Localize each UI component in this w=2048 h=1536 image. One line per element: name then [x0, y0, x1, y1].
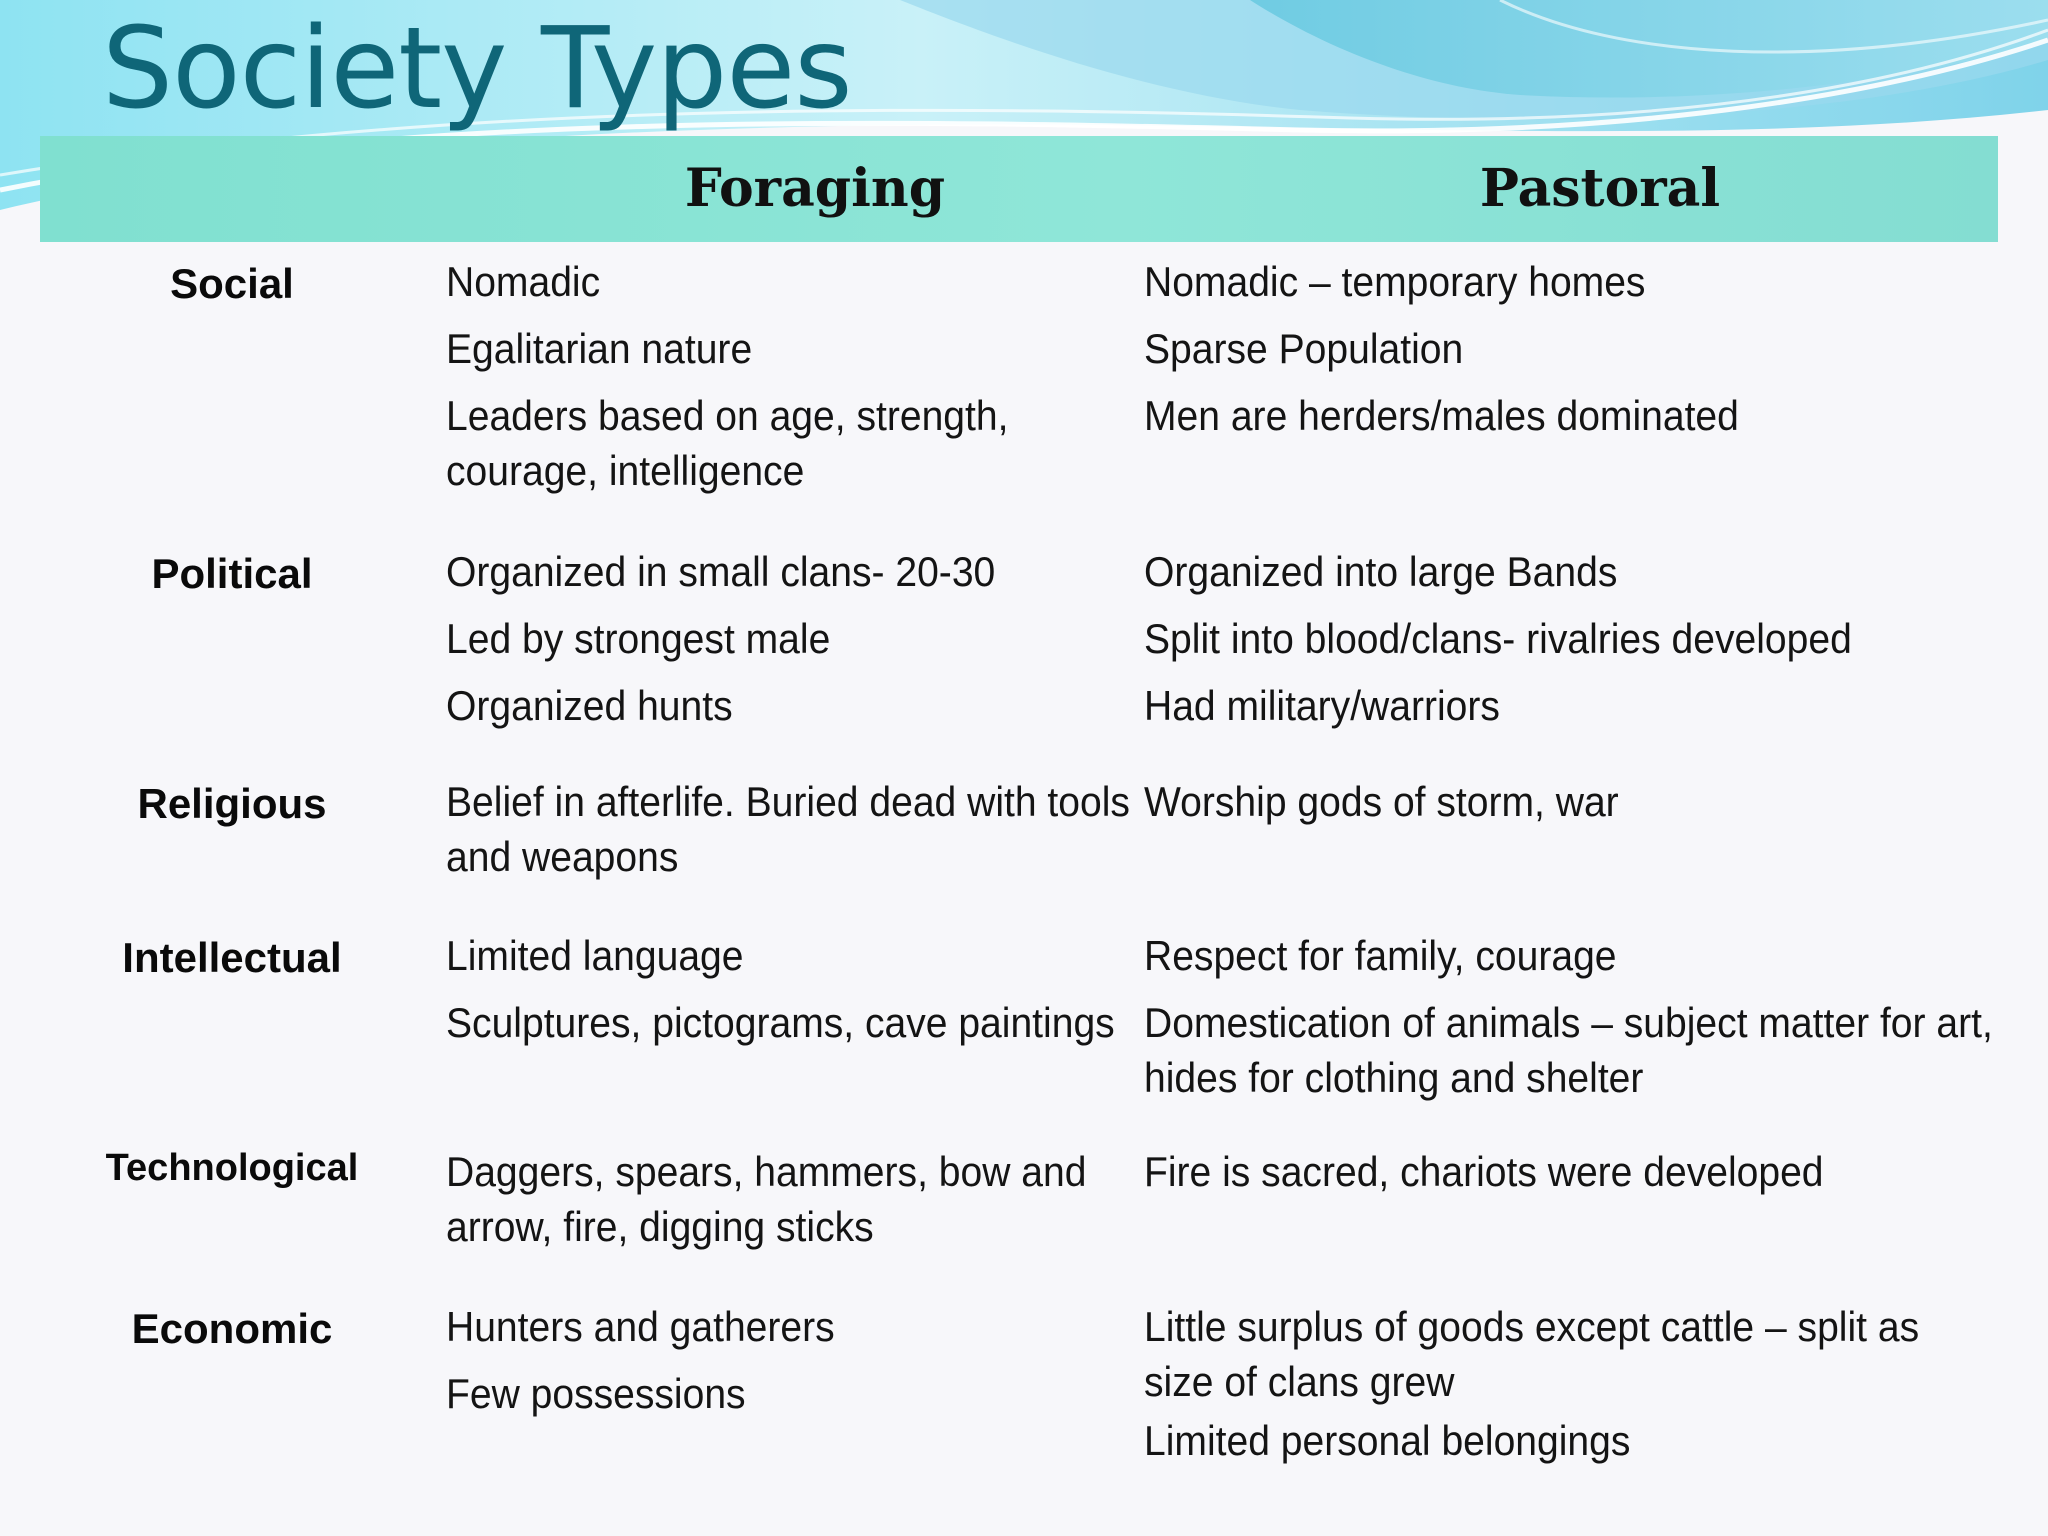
- row-label-economic: Economic: [131, 1305, 333, 1352]
- list-item: Led by strongest male: [446, 615, 831, 662]
- list-item: Respect for family, courage: [1144, 932, 1617, 979]
- list-item: Nomadic – temporary homes: [1144, 258, 1646, 305]
- row-label-political: Political: [151, 550, 313, 597]
- list-item: Little surplus of goods except cattle – split as size of clans grew: [1144, 1303, 1920, 1405]
- list-item: Hunters and gatherers: [446, 1303, 835, 1350]
- cell-technological-pastoral: [1144, 1144, 1994, 1211]
- cell-intellectual-foraging: [446, 928, 1136, 1062]
- column-header-pastoral: Pastoral: [1479, 158, 1721, 219]
- list-item: Organized hunts: [446, 682, 733, 729]
- cell-social-pastoral: [1144, 254, 1994, 455]
- row-label-technological: Technological: [105, 1147, 359, 1189]
- list-item: Organized into large Bands: [1144, 548, 1618, 595]
- list-item: Daggers, spears, hammers, bow and arrow, fire, digging sticks: [446, 1148, 1087, 1250]
- list-item: Domestication of animals – subject matter for art, hides for clothing and shelter: [1144, 999, 1993, 1101]
- cell-intellectual-pastoral: [1144, 928, 1994, 1117]
- list-item: Split into blood/clans- rivalries developed: [1144, 615, 1852, 662]
- cell-political-pastoral: [1144, 544, 1994, 745]
- cell-social-foraging: [446, 254, 1136, 510]
- list-item: Sculptures, pictograms, cave paintings: [446, 999, 1115, 1046]
- list-item: Limited language: [446, 932, 744, 979]
- list-item: Sparse Population: [1144, 325, 1464, 372]
- column-header-foraging: Foraging: [684, 158, 946, 219]
- cell-economic-foraging: [446, 1299, 1136, 1433]
- list-item: Worship gods of storm, war: [1144, 778, 1619, 825]
- list-item: Belief in afterlife. Buried dead with tools and weapons: [446, 778, 1130, 880]
- list-item: Had military/warriors: [1144, 682, 1500, 729]
- cell-religious-pastoral: [1144, 774, 1994, 841]
- list-item: Few possessions: [446, 1370, 746, 1417]
- list-item: Fire is sacred, chariots were developed: [1144, 1148, 1824, 1195]
- slide-title: Society Types: [102, 4, 852, 134]
- cell-political-foraging: [446, 544, 1136, 745]
- cell-technological-foraging: [446, 1144, 1136, 1266]
- list-item: Nomadic: [446, 258, 601, 305]
- list-item: Egalitarian nature: [446, 325, 753, 372]
- row-label-social: Social: [170, 260, 294, 307]
- list-item: Leaders based on age, strength, courage, intelligence: [446, 392, 1009, 494]
- list-item: Men are herders/males dominated: [1144, 392, 1739, 439]
- cell-religious-foraging: [446, 774, 1136, 896]
- row-label-intellectual: Intellectual: [122, 934, 342, 981]
- cell-economic-pastoral: [1144, 1299, 1994, 1480]
- list-item: Limited personal belongings: [1144, 1417, 1631, 1464]
- row-label-religious: Religious: [137, 780, 327, 827]
- list-item: Organized in small clans- 20-30: [446, 548, 996, 595]
